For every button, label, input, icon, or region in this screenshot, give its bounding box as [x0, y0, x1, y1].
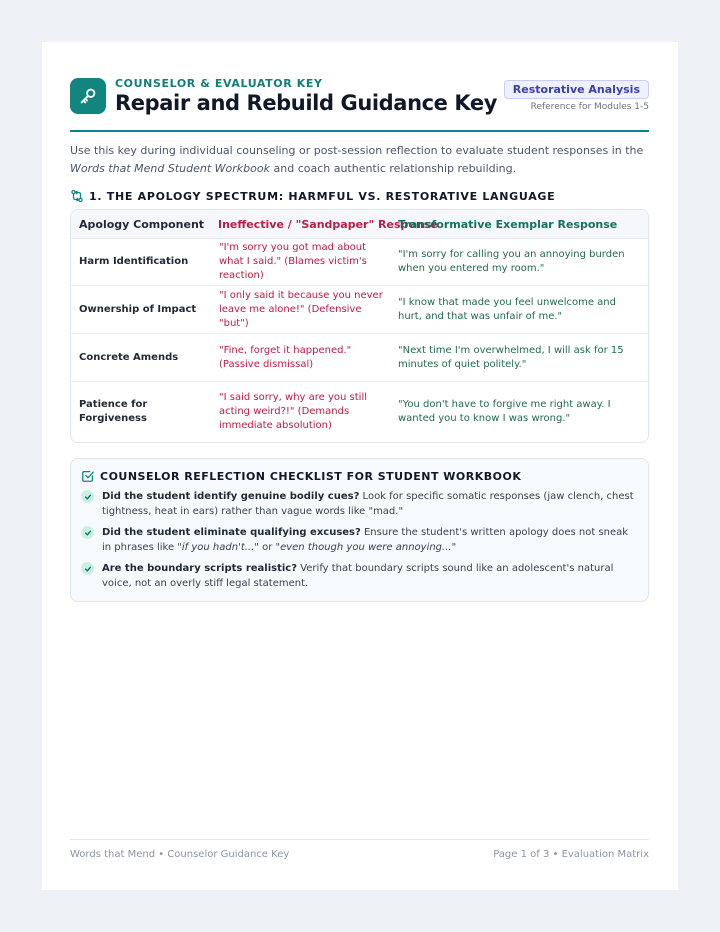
checklist-guidance: Ensure the student's written apology does not sneak in phrases like [102, 527, 629, 553]
excuse-phrase: "if you hadn't..." [177, 542, 259, 553]
footer-right: Page 1 of 3 • Evaluation Matrix [493, 849, 649, 860]
module-reference: Reference for Modules 1-5 [530, 102, 649, 112]
key-icon [70, 78, 106, 114]
row-exemplar: "Next time I'm overwhelmed, I will ask for 15 minutes of quiet politely." [398, 344, 624, 370]
table-row [71, 286, 648, 334]
row-exemplar: "I know that made you feel unwelcome and hurt, and that was unfair of me." [398, 296, 616, 322]
excuse-phrase: "even though you were annoying..." [275, 542, 457, 553]
table-header [71, 210, 648, 239]
row-component: Harm Identification [79, 256, 189, 267]
check-icon [81, 526, 94, 539]
swap-arrows-icon [70, 189, 84, 203]
header-component: Apology Component [79, 217, 205, 231]
checklist-guidance: Verify that boundary scripts sound like an adolescent's natural voice, not an overly stiff legal statement. [102, 563, 614, 589]
checklist-question: Did the student eliminate qualifying excuses? [102, 527, 361, 538]
reflection-checklist [70, 458, 649, 602]
intro-text-after: and coach authentic relationship rebuilding. [270, 162, 517, 175]
row-ineffective: "I said sorry, why are you still acting weird?!" (Demands immediate absolution) [219, 392, 368, 431]
status-badge: Restorative Analysis [504, 80, 649, 99]
checklist-guidance: Look for specific somatic responses (jaw clench, chest tightness, heat in ears) rather than vague words like "mad." [102, 491, 634, 517]
intro-paragraph [70, 142, 649, 178]
checklist-item-text [102, 561, 636, 591]
checklist-item-text [102, 525, 636, 555]
checklist-question: Are the boundary scripts realistic? [102, 563, 298, 574]
page-footer [70, 839, 649, 860]
row-ineffective: "I only said it because you never leave me alone!" (Defensive "but") [219, 289, 383, 329]
table-row [71, 382, 648, 442]
checklist-item [81, 525, 636, 555]
checklist-item [81, 489, 636, 519]
row-exemplar: "I'm sorry for calling you an annoying burden when you entered my room." [398, 249, 625, 274]
row-component: Patience for Forgiveness [79, 399, 148, 424]
row-ineffective: "Fine, forget it happened." (Passive dismissal) [219, 344, 352, 370]
table-row [71, 334, 648, 382]
workbook-title: Words that Mend Student Workbook [70, 162, 270, 175]
row-ineffective: "I'm sorry you got mad about what I said." (Blames victim's reaction) [219, 242, 367, 281]
page-title: Repair and Rebuild Guidance Key [115, 91, 498, 115]
document-page [42, 42, 678, 890]
page-header [70, 76, 649, 132]
section-title: 1. THE APOLOGY SPECTRUM: HARMFUL VS. RESTORATIVE LANGUAGE [89, 189, 556, 203]
check-icon [81, 490, 94, 503]
row-component: Concrete Amends [79, 351, 179, 363]
row-exemplar: "You don't have to forgive me right away. I wanted you to know I was wrong." [398, 399, 611, 424]
footer-left: Words that Mend • Counselor Guidance Key [70, 849, 290, 860]
header-ineffective: Ineffective / "Sandpaper" Response [218, 217, 438, 231]
check-icon [81, 562, 94, 575]
checklist-title: COUNSELOR REFLECTION CHECKLIST FOR STUDENT WORKBOOK [100, 469, 522, 483]
conjunction: or [258, 542, 276, 553]
checklist-question: Did the student identify genuine bodily cues? [102, 491, 360, 502]
eyebrow-label: COUNSELOR & EVALUATOR KEY [115, 77, 323, 90]
apology-spectrum-table [70, 209, 649, 443]
header-exemplar: Transformative Exemplar Response [398, 217, 618, 231]
section-heading [70, 188, 649, 204]
checklist-item [81, 561, 636, 591]
checklist-item-text [102, 489, 636, 519]
checkbox-icon [81, 469, 95, 483]
row-component: Ownership of Impact [79, 303, 197, 315]
table-row [71, 239, 648, 286]
intro-text-before: Use this key during individual counseling or post-session reflection to evaluate student responses in the [70, 144, 644, 157]
checklist-heading [81, 469, 636, 483]
